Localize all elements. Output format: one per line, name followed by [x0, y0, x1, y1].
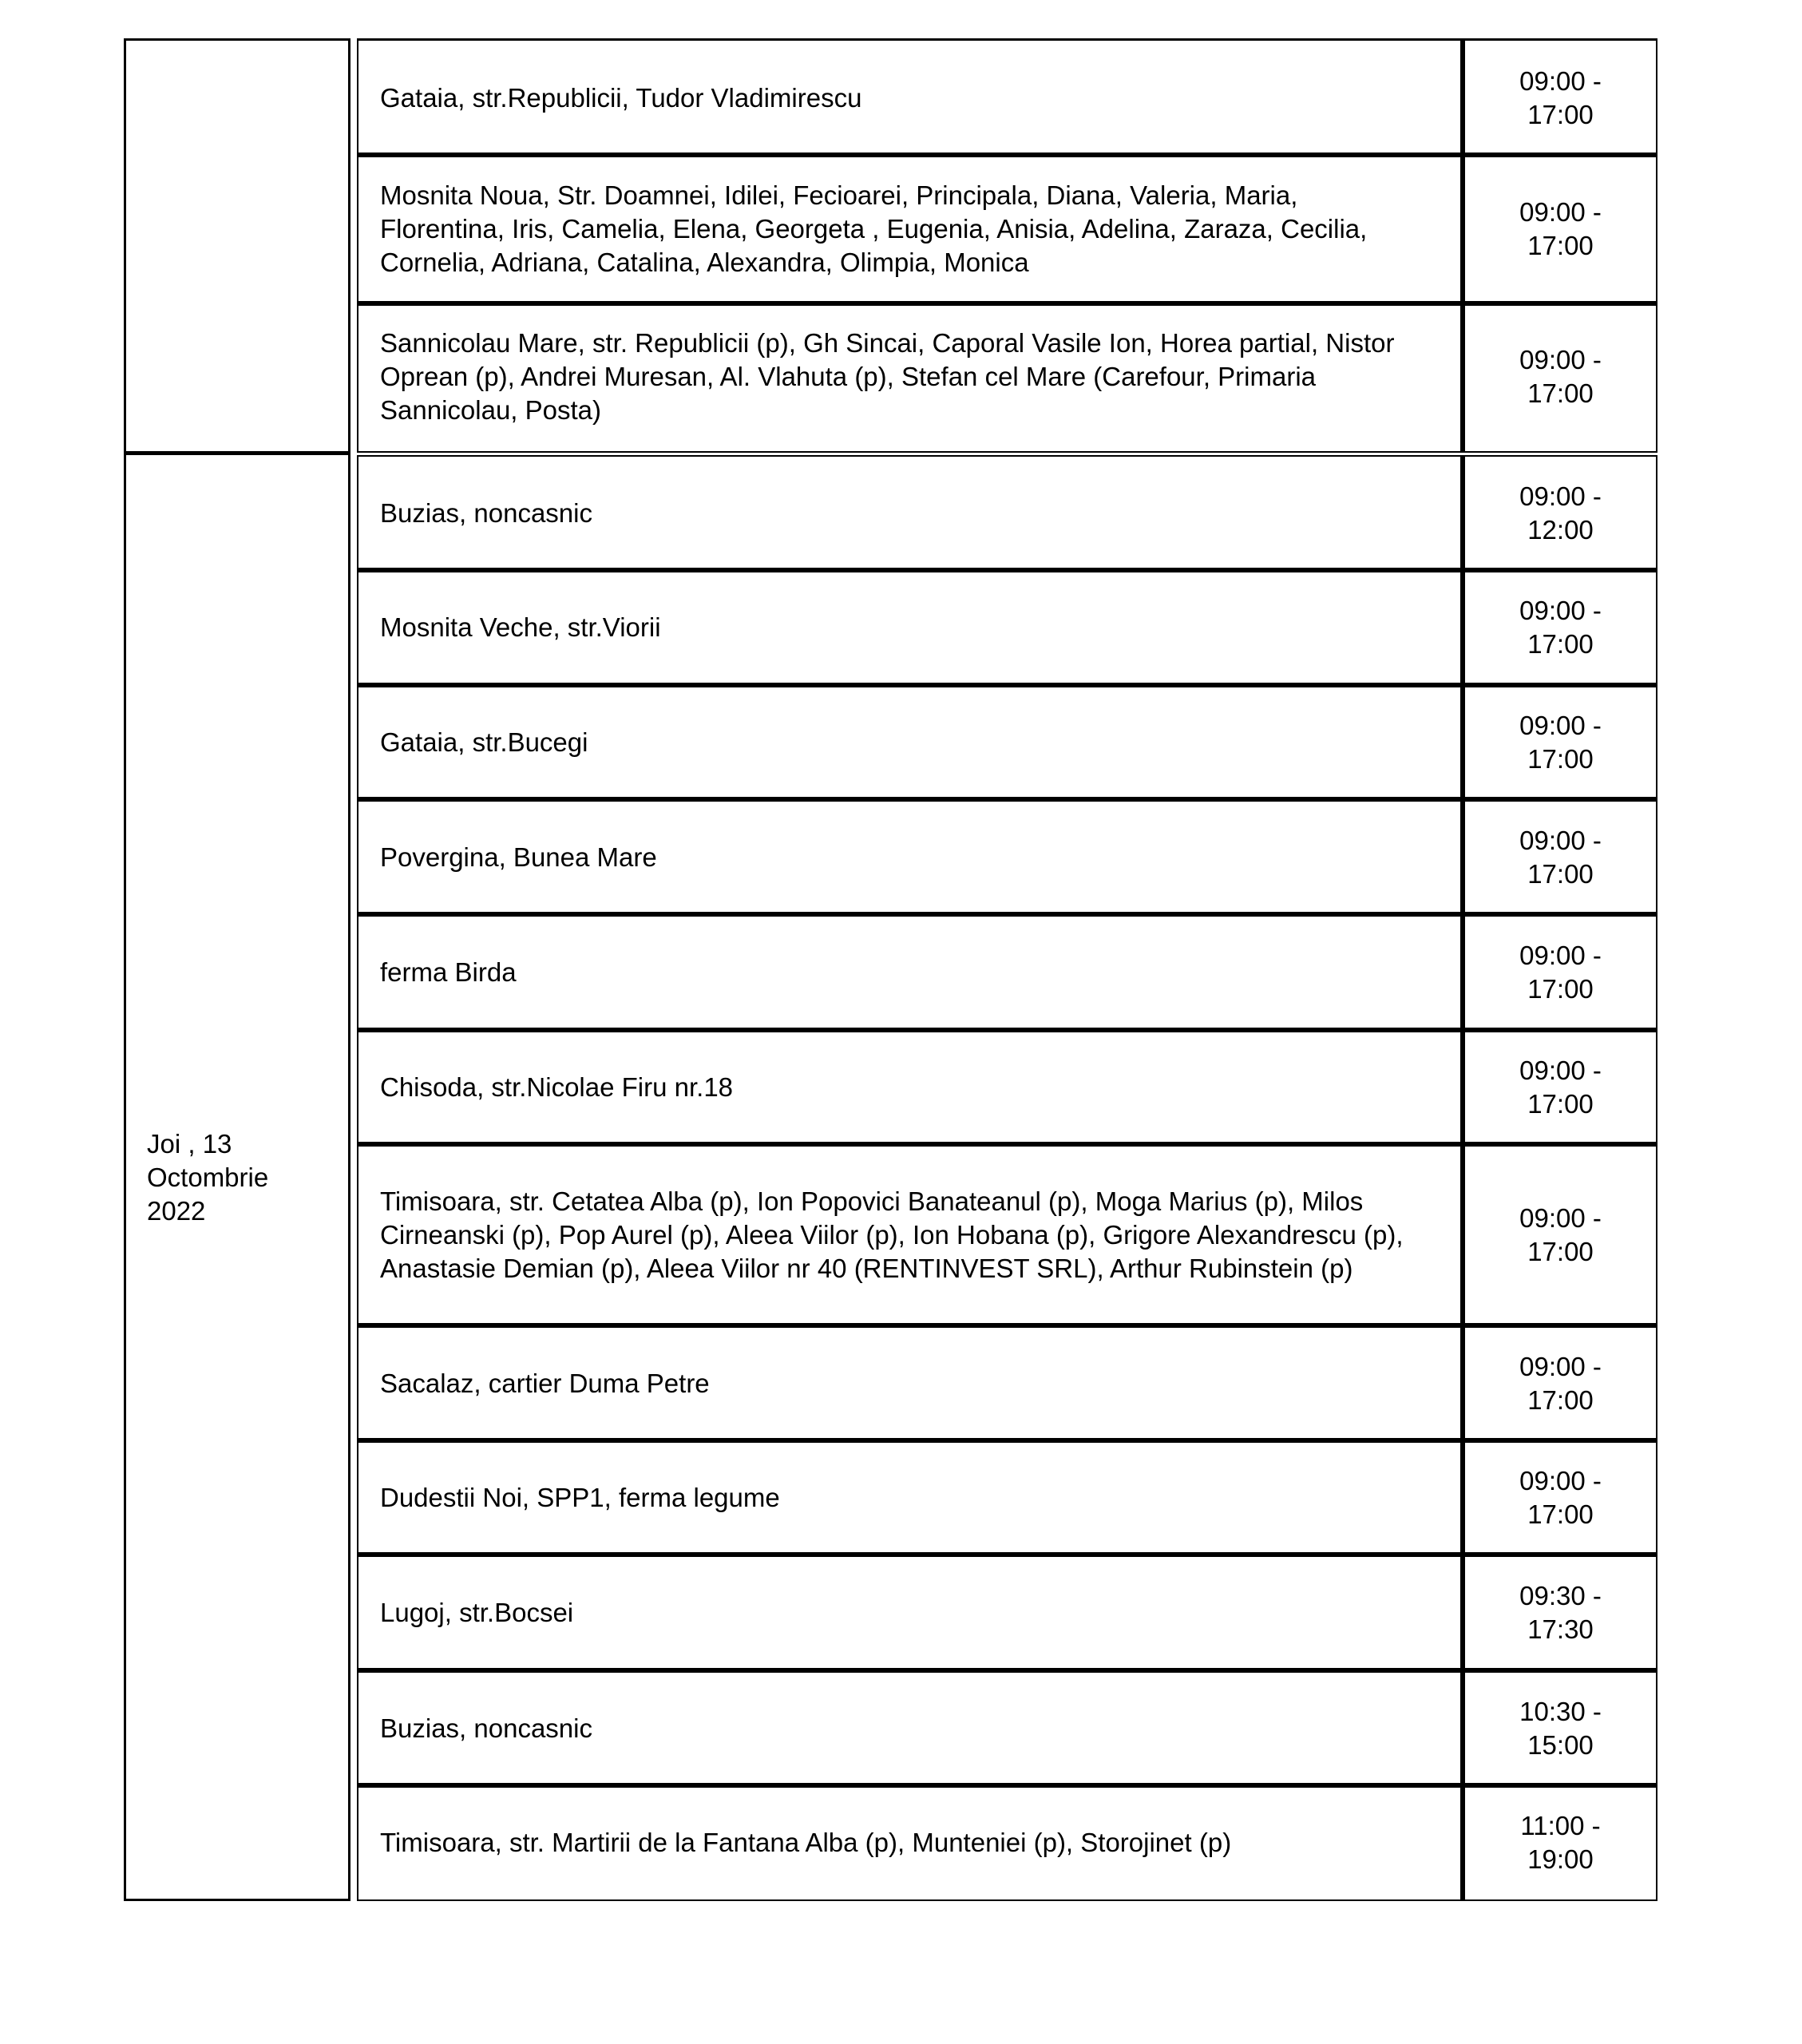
- time-start: 09:00 -: [1519, 1056, 1602, 1085]
- date-cell-group-1: [124, 38, 350, 454]
- time-start: 10:30 -: [1519, 1696, 1602, 1726]
- table-row: [357, 1670, 1657, 1788]
- time-end: 17:00: [1527, 99, 1594, 129]
- time-end: 17:30: [1527, 1614, 1594, 1644]
- time-start: 09:00 -: [1519, 711, 1602, 740]
- time-cell: [1465, 685, 1656, 800]
- time-start: 09:00 -: [1519, 1203, 1602, 1233]
- time-start: 09:00 -: [1519, 596, 1602, 625]
- table-row: [357, 1785, 1657, 1901]
- time-end: 12:00: [1527, 515, 1594, 545]
- location-cell: Sacalaz, cartier Duma Petre: [358, 1325, 1465, 1441]
- time-end: 15:00: [1527, 1729, 1594, 1760]
- time-end: 17:00: [1527, 230, 1594, 260]
- location-cell: Buzias, noncasnic: [358, 457, 1465, 570]
- time-start: 09:00 -: [1519, 481, 1602, 511]
- location-cell: Chisoda, str.Nicolae Firu nr.18: [358, 1030, 1465, 1145]
- time-end: 17:00: [1527, 974, 1594, 1004]
- table-row: [357, 455, 1657, 572]
- time-end: 17:00: [1527, 1499, 1594, 1529]
- time-cell: [1465, 1030, 1656, 1145]
- time-cell: [1465, 1785, 1656, 1899]
- location-cell: Gataia, str.Bucegi: [358, 685, 1465, 800]
- time-start: 09:00 -: [1519, 1466, 1602, 1495]
- table-row: [357, 914, 1657, 1032]
- table-row: [357, 799, 1657, 917]
- table-row: [357, 570, 1657, 687]
- time-cell: [1465, 570, 1656, 685]
- time-end: 17:00: [1527, 1237, 1594, 1266]
- location-cell: Gataia, str.Republicii, Tudor Vladimirescu: [358, 41, 1465, 155]
- table-row: [357, 685, 1657, 802]
- location-cell: Mosnita Veche, str.Viorii: [358, 570, 1465, 685]
- location-cell: Povergina, Bunea Mare: [358, 799, 1465, 915]
- time-cell: [1465, 41, 1656, 155]
- location-cell: Lugoj, str.Bocsei: [358, 1555, 1465, 1671]
- time-cell: [1465, 1555, 1656, 1671]
- date-cell-group-2: [124, 453, 350, 1901]
- table-row: [357, 38, 1657, 156]
- time-start: 09:00 -: [1519, 825, 1602, 855]
- time-start: 09:30 -: [1519, 1581, 1602, 1610]
- time-cell: [1465, 1144, 1656, 1326]
- table-row: [357, 303, 1657, 453]
- time-end: 17:00: [1527, 629, 1594, 659]
- time-start: 09:00 -: [1519, 196, 1602, 227]
- table-row: [357, 1030, 1657, 1147]
- table-row: [357, 1440, 1657, 1557]
- table-row: [357, 1325, 1657, 1443]
- table-row: [357, 154, 1657, 305]
- location-cell: Timisoara, str. Martirii de la Fantana Alba (p), Munteniei (p), Storojinet (p): [358, 1785, 1465, 1899]
- location-cell: Buzias, noncasnic: [358, 1670, 1465, 1786]
- time-cell: [1465, 1325, 1656, 1441]
- table-row: [357, 1144, 1657, 1328]
- time-end: 17:00: [1527, 744, 1594, 774]
- date-text: Joi , 13 Octombrie 2022: [147, 1129, 269, 1226]
- location-cell: Sannicolau Mare, str. Republicii (p), Gh Sincai, Caporal Vasile Ion, Horea partial, Nistor Oprean (p), Andrei Muresan, Al. Vlahuta (p), Stefan cel Mare (Carefour, Primaria Sannicolau, Posta): [358, 303, 1465, 451]
- time-start: 09:00 -: [1519, 345, 1602, 374]
- time-cell: [1465, 457, 1656, 570]
- location-cell: ferma Birda: [358, 914, 1465, 1031]
- time-cell: [1465, 914, 1656, 1031]
- time-end: 19:00: [1527, 1844, 1594, 1874]
- time-start: 09:00 -: [1519, 65, 1602, 96]
- location-cell: Mosnita Noua, Str. Doamnei, Idilei, Fecioarei, Principala, Diana, Valeria, Maria, Florentina, Iris, Camelia, Elena, Georgeta , Eugenia, Anisia, Adelina, Zaraza, Cecilia, Cornelia, Adriana, Catalina, Alexandra, Olimpia, Monica: [358, 154, 1465, 303]
- location-cell: Timisoara, str. Cetatea Alba (p), Ion Popovici Banateanul (p), Moga Marius (p), Milos Cirneanski (p), Pop Aurel (p), Aleea Viilor (p), Ion Hobana (p), Grigore Alexandrescu (p), Anastasie Demian (p), Aleea Viilor nr 40 (RENTINVEST SRL), Arthur Rubinstein (p): [358, 1144, 1465, 1326]
- time-cell: [1465, 303, 1656, 451]
- table-row: [357, 1555, 1657, 1673]
- time-start: 09:00 -: [1519, 1351, 1602, 1381]
- time-cell: [1465, 1440, 1656, 1555]
- location-cell: Dudestii Noi, SPP1, ferma legume: [358, 1440, 1465, 1555]
- time-start: 09:00 -: [1519, 941, 1602, 970]
- time-end: 17:00: [1527, 858, 1594, 889]
- time-start: 11:00 -: [1520, 1810, 1601, 1840]
- time-cell: [1465, 799, 1656, 915]
- time-cell: [1465, 1670, 1656, 1786]
- time-end: 17:00: [1527, 1384, 1594, 1415]
- time-cell: [1465, 154, 1656, 303]
- time-end: 17:00: [1527, 1089, 1594, 1119]
- time-end: 17:00: [1527, 378, 1594, 408]
